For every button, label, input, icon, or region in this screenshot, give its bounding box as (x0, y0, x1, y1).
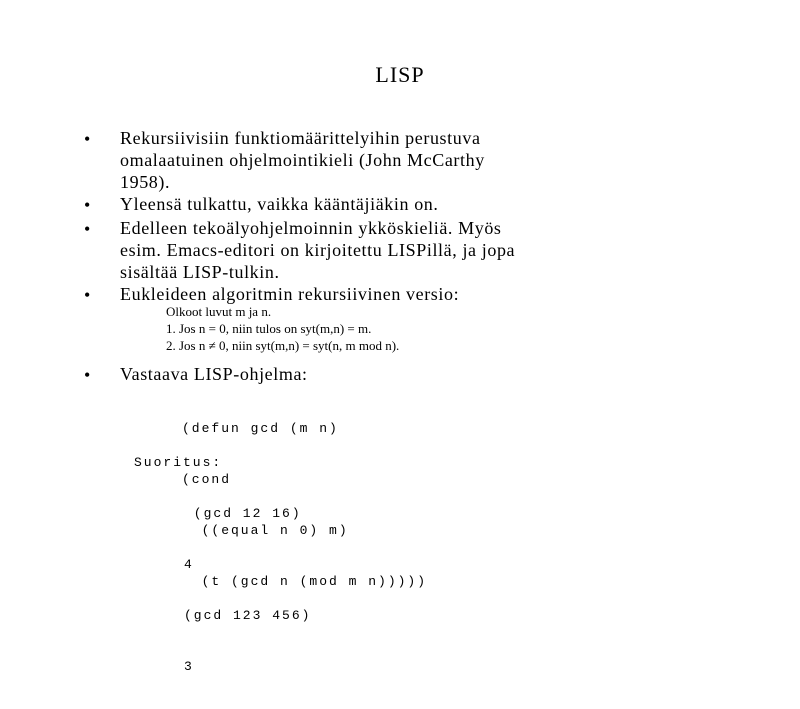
slide-title: LISP (375, 62, 425, 87)
sub-line: 2. Jos n ≠ 0, niin syt(m,n) = syt(n, m mod n). (166, 338, 400, 353)
sub-line: 1. Jos n = 0, niin tulos on syt(m,n) = m. (166, 321, 372, 336)
bullet-line: 1958). (120, 172, 171, 192)
bullet-marker: • (84, 219, 91, 239)
code-line: 3 (184, 659, 194, 674)
run-output-block (184, 471, 311, 709)
bullet-line: Vastaava LISP-ohjelma: (120, 364, 308, 384)
bullet-text-lisp-program (120, 363, 760, 385)
euclid-algorithm-steps (166, 303, 399, 354)
bullet-marker: • (84, 195, 91, 215)
bullet-text-ai-language (120, 217, 760, 283)
bullet-line: sisältää LISP-tulkin. (120, 262, 280, 282)
bullet-marker: • (84, 129, 91, 149)
bullet-line: Rekursiivisiin funktiomäärittelyihin perustuva (120, 128, 481, 148)
code-line: (gcd 12 16) (184, 506, 302, 521)
bullet-text-interpreted (120, 193, 760, 215)
bullet-line: Yleensä tulkattu, vaikka kääntäjiäkin on. (120, 194, 439, 214)
bullet-text-euclid (120, 283, 760, 305)
code-line: ((equal n 0) m) (182, 523, 349, 538)
bullet-line: Edelleen tekoälyohjelmoinnin ykköskieliä. Myös (120, 218, 502, 238)
bullet-line: Eukleideen algoritmin rekursiivinen versio: (120, 284, 460, 304)
bullet-marker: • (84, 285, 91, 305)
code-line: 4 (184, 557, 194, 572)
bullet-line: omalaatuinen ohjelmointikieli (John McCarthy (120, 150, 485, 170)
bullet-text-intro (120, 127, 760, 193)
code-line: (defun gcd (m n) (182, 421, 339, 436)
run-label: Suoritus: (134, 455, 223, 470)
code-line: (cond (182, 472, 232, 487)
bullet-line: esim. Emacs-editori on kirjoitettu LISPillä, ja jopa (120, 240, 516, 260)
bullet-marker: • (84, 365, 91, 385)
code-line: (t (gcd n (mod m n))))) (182, 574, 428, 589)
code-line: (gcd 123 456) (184, 608, 312, 623)
sub-line: Olkoot luvut m ja n. (166, 304, 272, 319)
